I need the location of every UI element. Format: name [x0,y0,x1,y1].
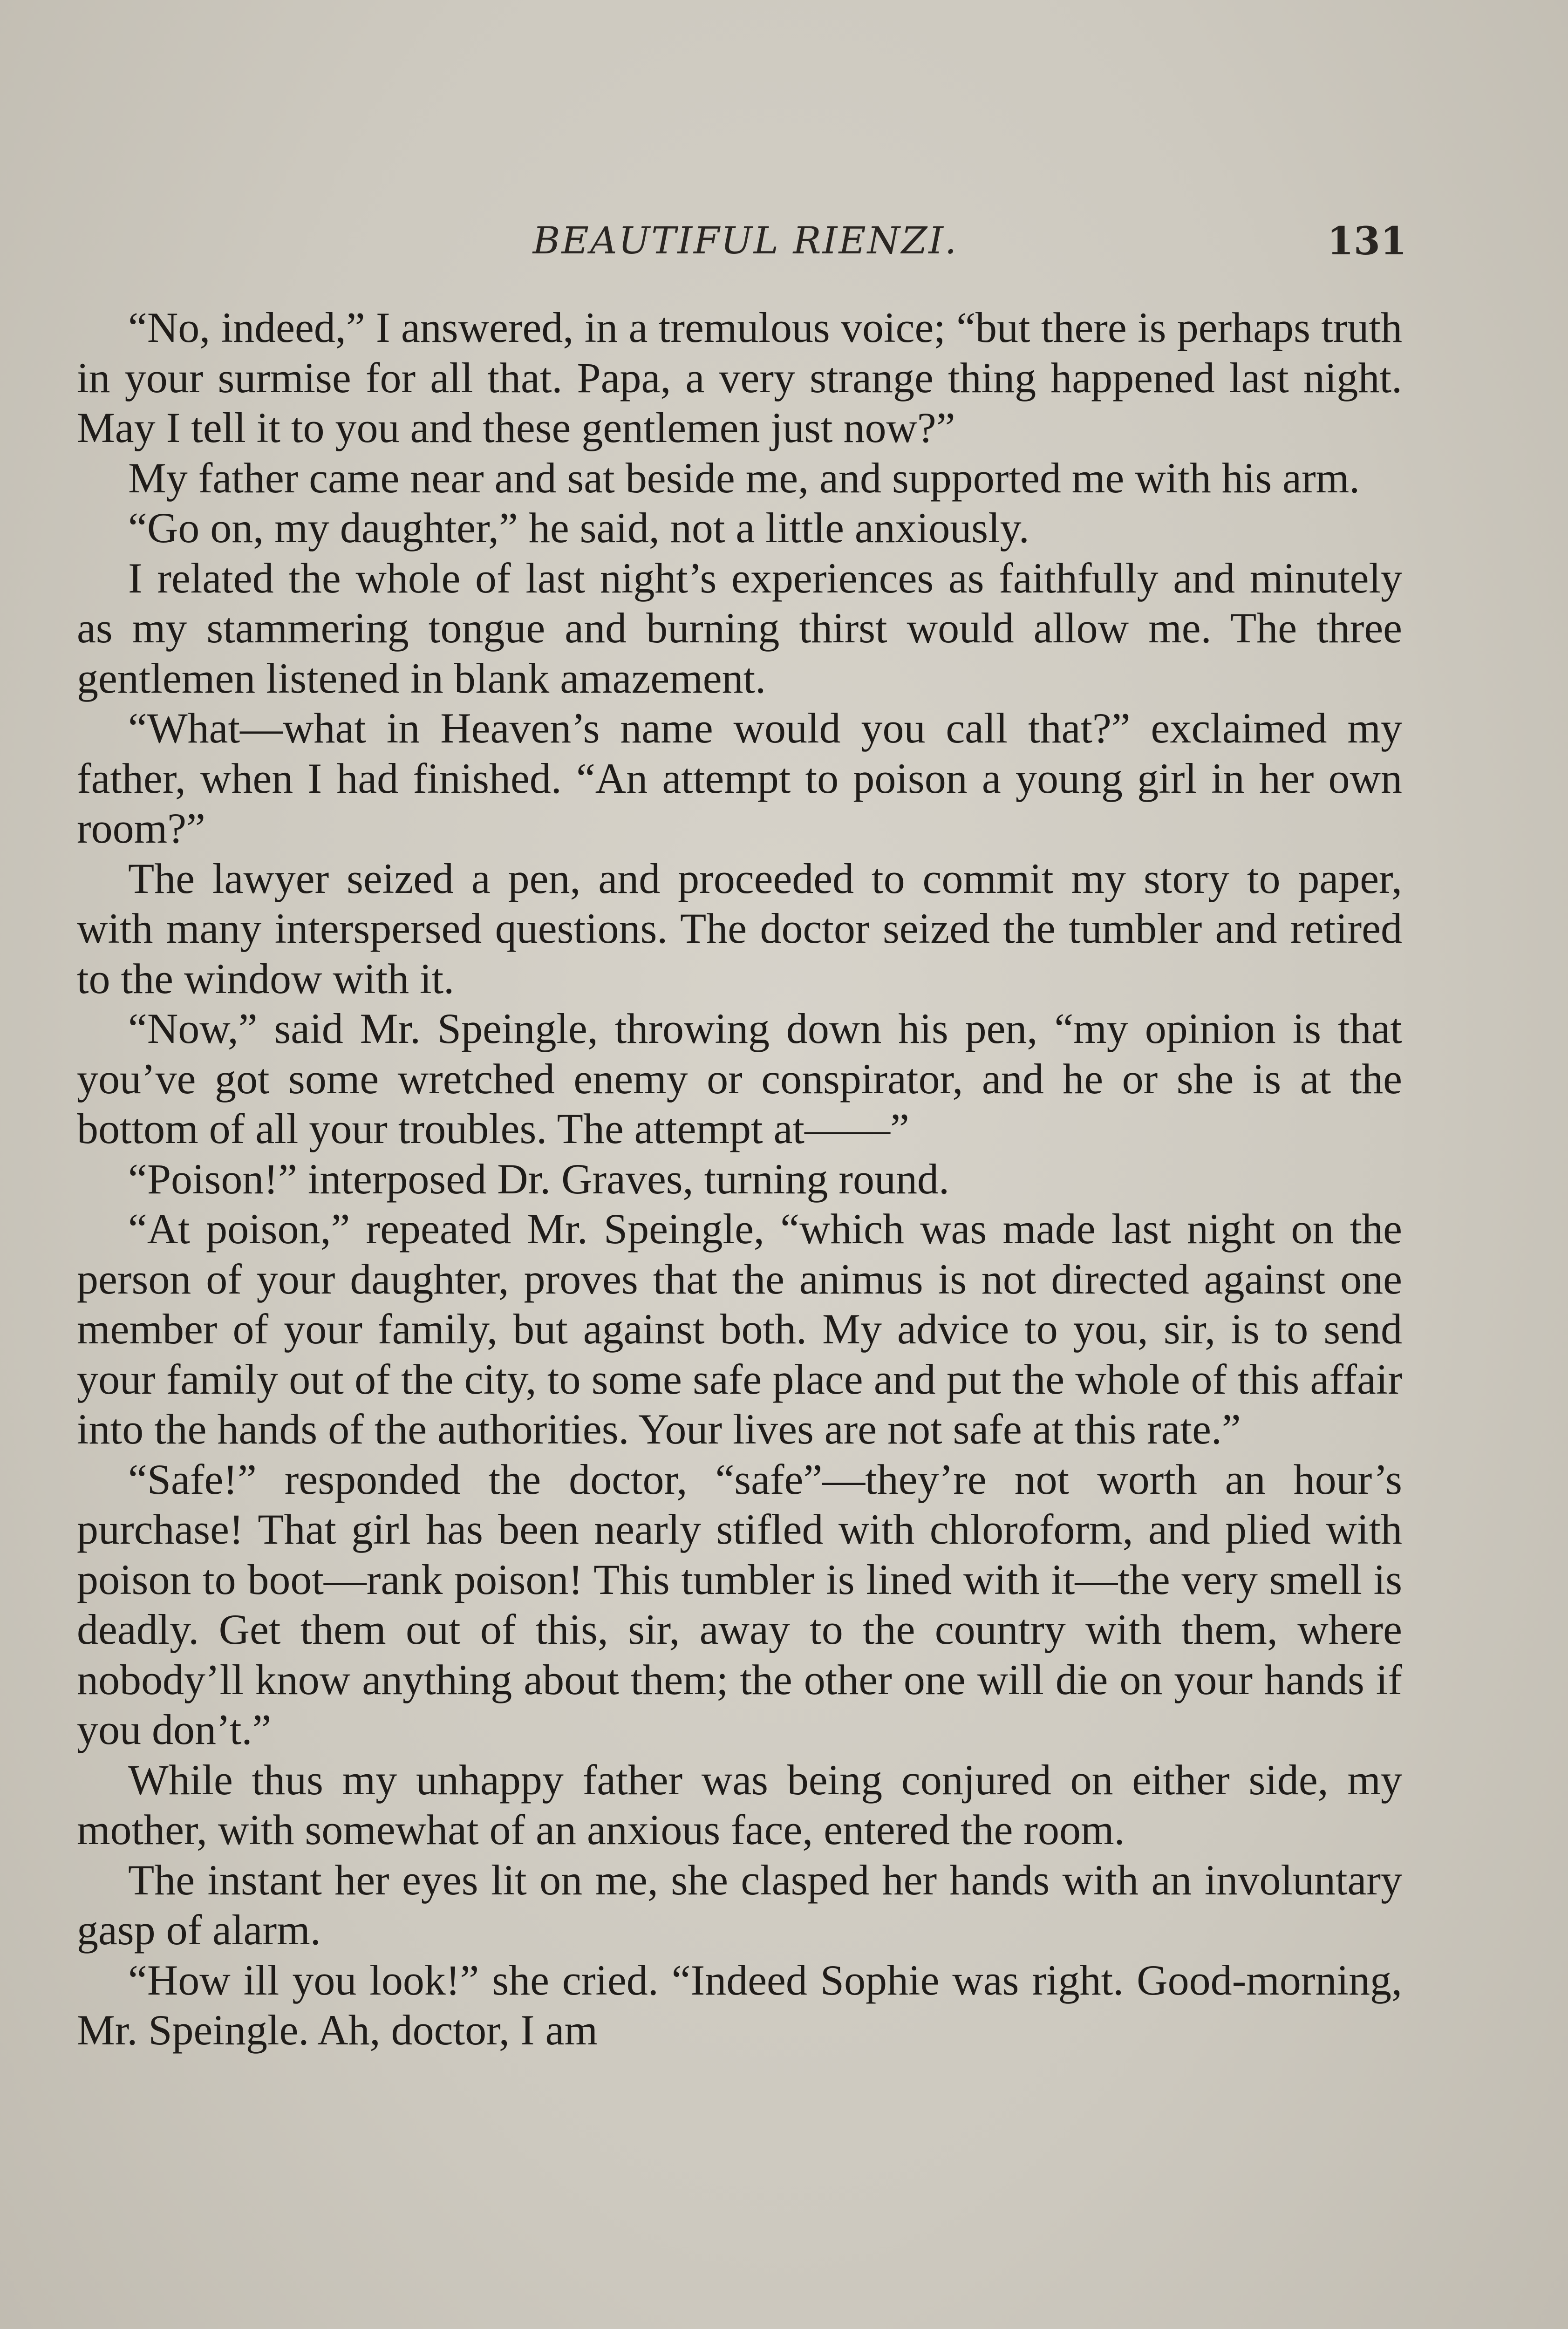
paragraph: “Go on, my daughter,” he said, not a little anxiously. [128,504,1029,552]
paragraph: While thus my unhappy father was being conjured on either side, my mother, with somewhat of an anxious face, entered the room. [77,1756,1402,1853]
paragraph: “Safe!” responded the doctor, “safe”—they’re not worth an hour’s purchase! That girl has been nearly stifled with chloroform, and plied with poison to boot—rank poison! This tumbler is lined with it—the very smell is deadly. Get them out of this, sir, away to the country with them, where nobody’ll know anything about them; the other one will die on your hands if you don’t.” [77,1455,1402,1753]
paragraph: My father came near and sat beside me, and supported me with his arm. [128,454,1360,502]
paragraph: “Now,” said Mr. Speingle, throwing down his pen, “my opinion is that you’ve got some wretched enemy or conspirator, and he or she is at the bottom of all your troubles. The attempt at——” [77,1005,1402,1152]
paragraph: The lawyer seized a pen, and proceeded to commit my story to paper, with many interspersed questions. The doctor seized the tumbler and retired to the window with it. [77,854,1402,1002]
running-title: BEAUTIFUL RIENZI. [532,219,958,262]
paragraph: “How ill you look!” she cried. “Indeed Sophie was right. Good-morning, Mr. Speingle. Ah, doctor, I am [77,1956,1402,2054]
paragraph: “At poison,” repeated Mr. Speingle, “which was made last night on the person of your daughter, proves that the animus is not directed against one member of your family, but against both. My advice to you, sir, is to send your family out of the city, to some safe place and put the whole of this affair into the hands of the authorities. Your lives are not safe at this rate.” [77,1205,1402,1453]
page-number: 131 [1327,219,1407,264]
paragraph: “What—what in Heaven’s name would you call that?” exclaimed my father, when I had finished. “An attempt to poison a young girl in her own room?” [77,704,1402,852]
page-header [84,219,1407,279]
paragraph: The instant her eyes lit on me, she clasped her hands with an involuntary gasp of alarm. [77,1856,1402,1954]
paragraph: I related the whole of last night’s experiences as faithfully and minutely as my stammering tongue and burning thirst would allow me. The three gentlemen listened in blank amazement. [77,554,1402,702]
body-text [77,303,1402,2056]
paragraph: “Poison!” interposed Dr. Graves, turning round. [128,1155,950,1203]
paragraph: “No, indeed,” I answered, in a tremulous voice; “but there is perhaps truth in your surmise for all that. Papa, a very strange thing happened last night. May I tell it to you and these gentlemen just now?” [77,304,1402,451]
